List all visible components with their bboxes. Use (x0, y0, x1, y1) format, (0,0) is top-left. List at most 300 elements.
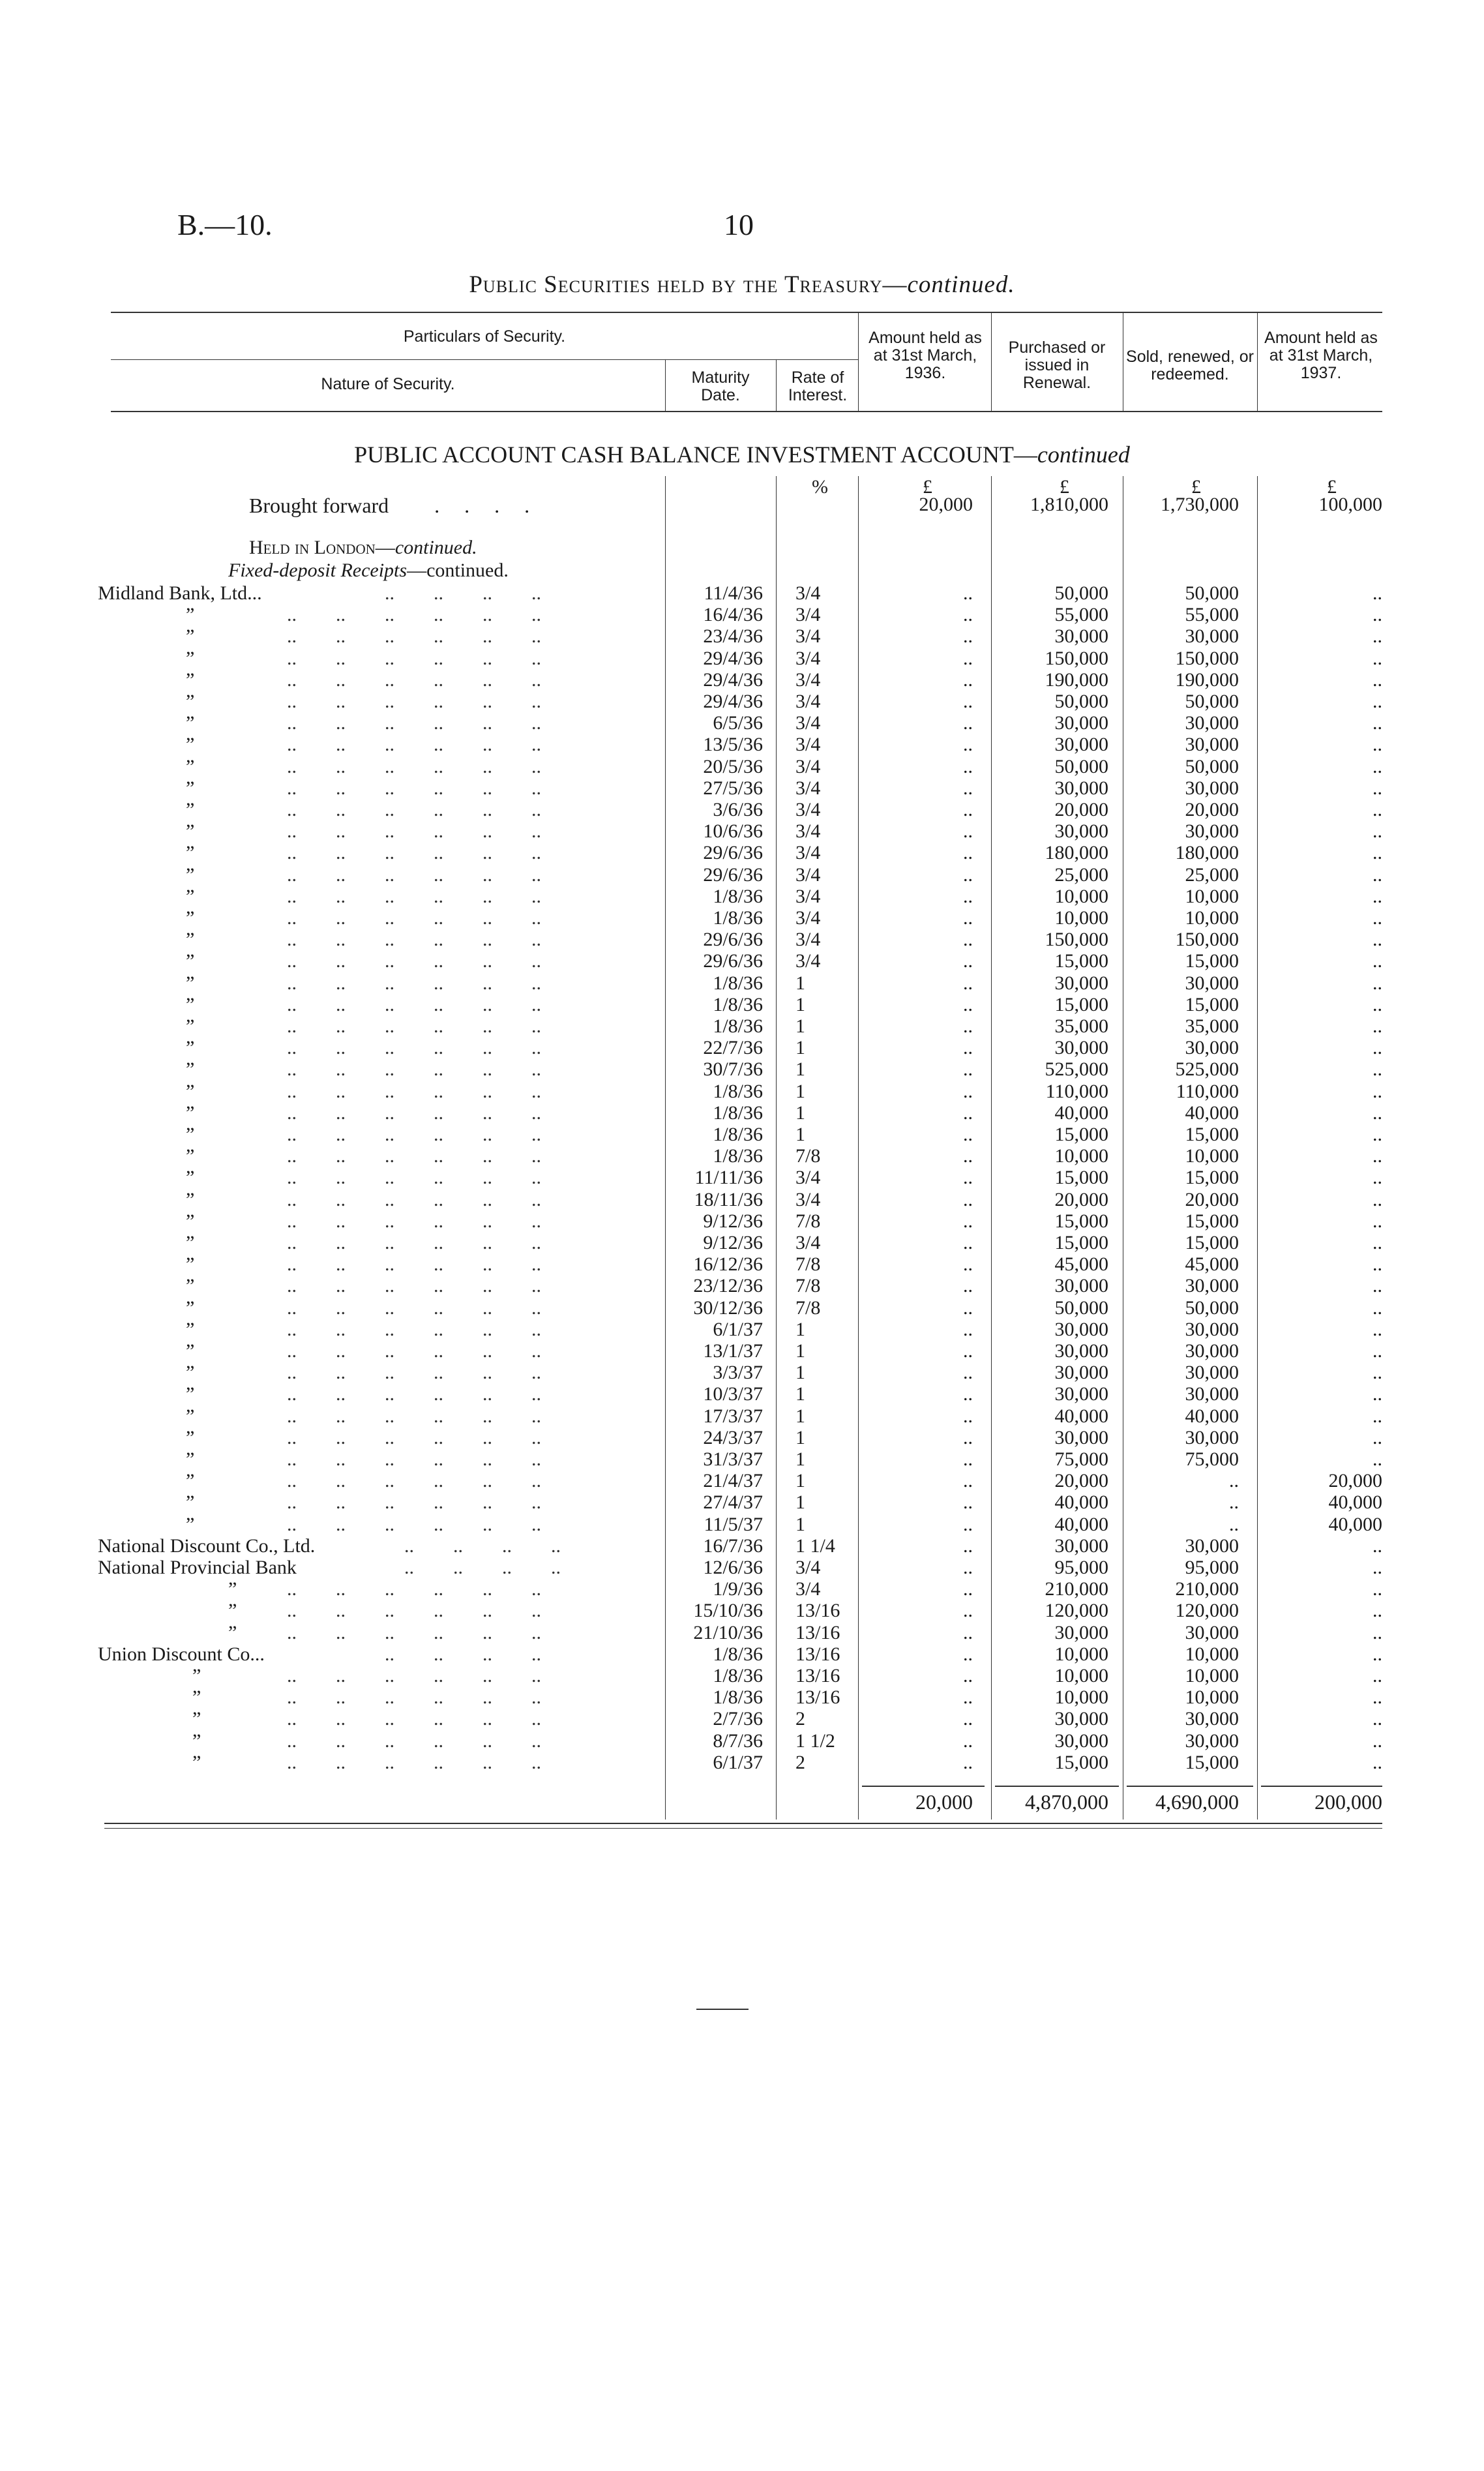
purchased-amount: 30,000 (1054, 712, 1108, 734)
sold-amount: 55,000 (1185, 604, 1239, 626)
amount-1937: .. (1373, 1318, 1382, 1340)
leader-dots: .. .. .. .. .. .. (287, 1232, 541, 1253)
table-row (0, 1253, 1484, 1275)
purchased-amount: 40,000 (1054, 1101, 1108, 1124)
maturity-date: 17/3/37 (703, 1405, 763, 1427)
leader-dots: .. .. .. .. .. .. (287, 1426, 541, 1448)
interest-rate: 1 (795, 993, 805, 1015)
sold-amount: 10,000 (1185, 1643, 1239, 1665)
amount-1936: .. (963, 1513, 973, 1535)
security-name: ” (186, 1015, 195, 1037)
maturity-date: 22/7/36 (703, 1037, 763, 1059)
table-row (0, 1210, 1484, 1232)
leader-dots: .. .. .. .. .. .. (287, 1296, 541, 1319)
security-name: ” (186, 1383, 195, 1405)
leader-dots: .. .. .. .. .. .. (287, 777, 541, 799)
interest-rate: 2 (795, 1751, 805, 1773)
leader-dots: .. .. .. .. .. .. (287, 1253, 541, 1276)
purchased-amount: 40,000 (1054, 1491, 1108, 1514)
amount-1937: 40,000 (1328, 1491, 1382, 1514)
leader-dots: .. .. .. .. .. .. (287, 1448, 541, 1470)
table-row (0, 712, 1484, 734)
amount-1936: .. (963, 1253, 973, 1276)
amount-1937: .. (1373, 1145, 1382, 1167)
maturity-date: 30/7/36 (703, 1058, 763, 1081)
purchased-amount: 10,000 (1054, 1145, 1108, 1167)
purchased-amount: 210,000 (1045, 1578, 1108, 1600)
amount-1936: .. (963, 1340, 973, 1362)
amount-1937: .. (1373, 799, 1382, 820)
purchased-amount: 30,000 (1054, 777, 1108, 799)
table-row (0, 1167, 1484, 1188)
bf-purchased: 1,810,000 (1030, 494, 1108, 515)
security-name: ” (186, 604, 195, 626)
amount-1937: .. (1373, 1448, 1382, 1470)
security-name: ” (186, 1426, 195, 1448)
table-bottom-rule-double (104, 1828, 1382, 1829)
brought-forward-row (0, 494, 1484, 515)
leader-dots: .. .. .. .. .. .. (287, 993, 541, 1015)
leader-dots: .. .. .. .. .. .. (287, 668, 541, 691)
purchased-amount: 50,000 (1054, 582, 1108, 604)
sold-amount: 180,000 (1175, 842, 1239, 864)
table-row (0, 1340, 1484, 1362)
subheading-held-in-london (249, 537, 477, 559)
purchased-amount: 10,000 (1054, 885, 1108, 907)
amount-1936: .. (963, 755, 973, 777)
maturity-date: 16/7/36 (703, 1535, 763, 1557)
interest-rate: 1 (795, 1101, 805, 1124)
purchased-amount: 30,000 (1054, 1621, 1108, 1643)
amount-1936: .. (963, 1600, 973, 1622)
amount-1937: .. (1373, 1751, 1382, 1773)
interest-rate: 1 (795, 1426, 805, 1448)
purchased-amount: 30,000 (1054, 734, 1108, 756)
leader-dots: .. .. .. .. .. .. (287, 1101, 541, 1124)
amount-1936: .. (963, 1383, 973, 1405)
interest-rate: 13/16 (795, 1621, 840, 1643)
sold-amount: 40,000 (1185, 1405, 1239, 1427)
purchased-amount: 30,000 (1054, 1275, 1108, 1297)
amount-1937: 20,000 (1328, 1470, 1382, 1492)
maturity-date: 29/4/36 (703, 691, 763, 712)
security-name: ” (186, 1253, 195, 1276)
table-row (0, 864, 1484, 886)
amount-1936: .. (963, 1708, 973, 1730)
leader-dots: .. .. .. .. .. .. (287, 625, 541, 648)
leader-dots: .. .. .. .. .. .. (287, 1167, 541, 1189)
table-row (0, 994, 1484, 1015)
amount-1937: .. (1373, 1643, 1382, 1665)
sold-amount: 30,000 (1185, 1426, 1239, 1448)
sold-amount: 35,000 (1185, 1015, 1239, 1037)
maturity-date: 24/3/37 (703, 1426, 763, 1448)
amount-1937: .. (1373, 1101, 1382, 1124)
table-row (0, 1145, 1484, 1167)
security-name: ” (186, 1405, 195, 1427)
interest-rate: 3/4 (795, 1578, 821, 1600)
amount-1937: .. (1373, 668, 1382, 691)
totals-rule-a36 (862, 1786, 985, 1787)
table-row (0, 648, 1484, 669)
leader-dots: .. .. .. .. .. .. (287, 1491, 541, 1514)
col-header-rate: Rate of Interest. (788, 368, 848, 404)
maturity-date: 16/4/36 (703, 604, 763, 626)
table-row (0, 1362, 1484, 1383)
amount-1937: .. (1373, 777, 1382, 799)
total-purchased: 4,870,000 (1025, 1790, 1108, 1814)
percent-mark: % (812, 476, 828, 498)
table-row (0, 1448, 1484, 1470)
amount-1937: .. (1373, 1383, 1382, 1405)
interest-rate: 1 (795, 1340, 805, 1362)
interest-rate: 3/4 (795, 799, 821, 820)
amount-1936: .. (963, 1080, 973, 1102)
sold-amount: 150,000 (1175, 929, 1239, 951)
security-name: ” (186, 1124, 195, 1145)
table-row (0, 1578, 1484, 1600)
interest-rate: 13/16 (795, 1643, 840, 1665)
amount-1936: .. (963, 1665, 973, 1686)
amount-1936: .. (963, 842, 973, 864)
interest-rate: 3/4 (795, 604, 821, 626)
amount-1937: .. (1373, 1296, 1382, 1319)
leader-dots: .. .. .. .. .. .. (287, 1318, 541, 1340)
interest-rate: 1 (795, 1080, 805, 1102)
amount-1937: .. (1373, 1600, 1382, 1622)
security-name: ” (192, 1665, 201, 1686)
interest-rate: 1 (795, 1058, 805, 1081)
amount-1936: .. (963, 863, 973, 886)
sold-amount: 30,000 (1185, 1362, 1239, 1384)
purchased-amount: 30,000 (1054, 1730, 1108, 1752)
amount-1937: .. (1373, 1058, 1382, 1081)
leader-dots: .. .. .. .. .. .. (287, 647, 541, 669)
sold-amount: 15,000 (1185, 1210, 1239, 1232)
table-row (0, 777, 1484, 799)
leader-dots: .. .. .. .. .. .. (287, 1080, 541, 1102)
interest-rate: 1 (795, 1513, 805, 1535)
table-row (0, 972, 1484, 994)
bf-sold: 1,730,000 (1161, 494, 1239, 515)
interest-rate: 1 (795, 1124, 805, 1145)
sold-amount: 50,000 (1185, 755, 1239, 777)
table-row (0, 1752, 1484, 1773)
amount-1936: .. (963, 1145, 973, 1167)
currency-mark-a36: £ (923, 476, 932, 498)
sold-amount: 95,000 (1185, 1557, 1239, 1578)
total-amount-1936: 20,000 (915, 1790, 973, 1814)
maturity-date: 29/4/36 (703, 668, 763, 691)
amount-1936: .. (963, 1426, 973, 1448)
interest-rate: 13/16 (795, 1686, 840, 1709)
amount-1937: .. (1373, 1665, 1382, 1686)
interest-rate: 7/8 (795, 1210, 821, 1232)
table-row (0, 1319, 1484, 1340)
purchased-amount: 50,000 (1054, 1296, 1108, 1319)
maturity-date: 1/8/36 (713, 1124, 763, 1145)
leader-dots: .. .. .. .. .. .. (287, 1383, 541, 1405)
interest-rate: 1 (795, 1037, 805, 1059)
interest-rate: 3/4 (795, 842, 821, 864)
amount-1936: .. (963, 1124, 973, 1145)
maturity-date: 27/5/36 (703, 777, 763, 799)
sold-amount: 30,000 (1185, 820, 1239, 843)
sold-amount: 30,000 (1185, 777, 1239, 799)
maturity-date: 1/8/36 (713, 1080, 763, 1102)
leader-dots: .. .. .. .. .. .. (287, 907, 541, 929)
security-name: ” (186, 1232, 195, 1253)
purchased-amount: 20,000 (1054, 1470, 1108, 1492)
col-divider-rate (776, 360, 777, 411)
amount-1936: .. (963, 1751, 973, 1773)
col-header-particulars: Particulars of Security. (403, 327, 566, 346)
maturity-date: 9/12/36 (703, 1232, 763, 1253)
sold-amount: 20,000 (1185, 799, 1239, 820)
sold-amount: 15,000 (1185, 1232, 1239, 1253)
leader-dots: .. .. .. .. .. .. (287, 1686, 541, 1709)
section-title-continued: continued (1037, 442, 1130, 468)
sold-amount: 15,000 (1185, 1751, 1239, 1773)
amount-1937: .. (1373, 1426, 1382, 1448)
leader-dots: .. .. .. .. .. .. (287, 950, 541, 972)
purchased-amount: 10,000 (1054, 1643, 1108, 1665)
amount-1937: .. (1373, 1167, 1382, 1189)
purchased-amount: 40,000 (1054, 1513, 1108, 1535)
purchased-amount: 15,000 (1054, 1124, 1108, 1145)
col-divider-a37 (1257, 313, 1258, 411)
security-name: ” (186, 1210, 195, 1232)
table-row (0, 1665, 1484, 1686)
security-name: ” (186, 734, 195, 756)
maturity-date: 15/10/36 (693, 1600, 763, 1622)
amount-1936: .. (963, 799, 973, 820)
table-row (0, 582, 1484, 604)
maturity-date: 29/6/36 (703, 950, 763, 972)
purchased-amount: 120,000 (1045, 1600, 1108, 1622)
purchased-amount: 20,000 (1054, 799, 1108, 820)
leader-dots: .. .. .. .. .. .. (287, 1621, 541, 1643)
table-row (0, 950, 1484, 972)
total-amount-1937: 200,000 (1314, 1790, 1382, 1814)
leader-dots: .. .. .. .. .. .. (287, 1730, 541, 1752)
maturity-date: 29/6/36 (703, 929, 763, 951)
leader-dots: .. .. .. .. .. .. (287, 1578, 541, 1600)
sold-amount: 30,000 (1185, 1708, 1239, 1730)
amount-1937: .. (1373, 625, 1382, 648)
amount-1936: .. (963, 1318, 973, 1340)
sold-amount: 30,000 (1185, 1275, 1239, 1297)
sold-amount: 150,000 (1175, 647, 1239, 669)
sold-amount: 50,000 (1185, 691, 1239, 712)
maturity-date: 10/3/37 (703, 1383, 763, 1405)
amount-1936: .. (963, 1557, 973, 1578)
interest-rate: 3/4 (795, 929, 821, 951)
interest-rate: 3/4 (795, 625, 821, 648)
amount-1936: .. (963, 1015, 973, 1037)
table-row (0, 1232, 1484, 1253)
amount-1937: .. (1373, 842, 1382, 864)
security-name: ” (186, 972, 195, 994)
sold-amount: 30,000 (1185, 734, 1239, 756)
interest-rate: 3/4 (795, 950, 821, 972)
amount-1937: .. (1373, 755, 1382, 777)
security-name: ” (228, 1600, 237, 1622)
leader-dots: .. .. .. .. .. .. (287, 755, 541, 777)
table-row (0, 1643, 1484, 1665)
leader-dots: .. .. .. .. .. .. (287, 799, 541, 820)
brought-forward-leader: .... (434, 494, 555, 517)
interest-rate: 1 (795, 1318, 805, 1340)
table-row (0, 756, 1484, 777)
currency-mark-purchased: £ (1060, 476, 1069, 498)
maturity-date: 1/8/36 (713, 885, 763, 907)
maturity-date: 11/4/36 (704, 582, 763, 604)
leader-dots: .. .. .. .. .. .. (287, 1210, 541, 1232)
purchased-amount: 30,000 (1054, 1362, 1108, 1384)
leader-dots: .. .. .. .. .. .. (287, 1188, 541, 1210)
table-row (0, 929, 1484, 950)
security-name: ” (192, 1708, 201, 1730)
sold-amount: 45,000 (1185, 1253, 1239, 1276)
security-name: ” (186, 625, 195, 648)
security-name: ” (186, 907, 195, 929)
sold-amount: 10,000 (1185, 1665, 1239, 1686)
amount-1936: .. (963, 712, 973, 734)
purchased-amount: 50,000 (1054, 691, 1108, 712)
col-header-sold: Sold, renewed, or redeemed. (1126, 348, 1254, 383)
security-name: ” (186, 799, 195, 820)
page-title (0, 271, 1484, 299)
leader-dots: .. .. .. .. .. .. (287, 1015, 541, 1037)
table-row (0, 1686, 1484, 1708)
interest-rate: 13/16 (795, 1600, 840, 1622)
interest-rate: 1 (795, 1491, 805, 1514)
interest-rate: 3/4 (795, 647, 821, 669)
leader-dots: .. .. .. .. .. .. (287, 1037, 541, 1059)
leader-dots: .. .. .. .. (404, 1535, 561, 1557)
amount-1936: .. (963, 993, 973, 1015)
leader-dots: .. .. .. .. .. .. (287, 734, 541, 756)
amount-1936: .. (963, 972, 973, 994)
interest-rate: 1 1/2 (795, 1730, 835, 1752)
amount-1936: .. (963, 1058, 973, 1081)
sold-amount: 30,000 (1185, 1340, 1239, 1362)
security-name: ” (192, 1686, 201, 1709)
sold-amount: 75,000 (1185, 1448, 1239, 1470)
interest-rate: 2 (795, 1708, 805, 1730)
amount-1937: .. (1373, 1210, 1382, 1232)
interest-rate: 3/4 (795, 1188, 821, 1210)
amount-1937: .. (1373, 712, 1382, 734)
interest-rate: 3/4 (795, 582, 821, 604)
sold-amount: 50,000 (1185, 582, 1239, 604)
table-row (0, 1297, 1484, 1319)
leader-dots: .. .. .. .. (365, 1643, 541, 1665)
leader-dots: .. .. .. .. .. .. (287, 1513, 541, 1535)
sold-amount: 30,000 (1185, 1730, 1239, 1752)
table-row (0, 1037, 1484, 1058)
security-name: ” (186, 1275, 195, 1297)
amount-1937: .. (1373, 1708, 1382, 1730)
leader-dots: .. .. .. .. .. .. (287, 863, 541, 886)
interest-rate: 3/4 (795, 1232, 821, 1253)
amount-1937: .. (1373, 1621, 1382, 1643)
amount-1936: .. (963, 950, 973, 972)
sold-amount: 30,000 (1185, 1318, 1239, 1340)
sold-amount: 525,000 (1175, 1058, 1239, 1081)
security-name: ” (186, 1296, 195, 1319)
interest-rate: 3/4 (795, 777, 821, 799)
maturity-date: 11/5/37 (704, 1513, 763, 1535)
table-row (0, 1189, 1484, 1210)
amount-1936: .. (963, 582, 973, 604)
page-number: 10 (724, 208, 754, 241)
amount-1937: .. (1373, 1405, 1382, 1427)
interest-rate: 3/4 (795, 907, 821, 929)
amount-1937: .. (1373, 885, 1382, 907)
security-name: ” (186, 1037, 195, 1059)
amount-1936: .. (963, 1188, 973, 1210)
security-name: ” (186, 1318, 195, 1340)
security-name: ” (186, 1101, 195, 1124)
table-row (0, 1600, 1484, 1621)
amount-1936: .. (963, 1491, 973, 1514)
col-divider-a36 (858, 313, 859, 411)
maturity-date: 23/4/36 (703, 625, 763, 648)
interest-rate: 1 1/4 (795, 1535, 835, 1557)
maturity-date: 30/12/36 (693, 1296, 763, 1319)
sold-amount: 10,000 (1185, 907, 1239, 929)
security-name: ” (186, 863, 195, 886)
security-name: ” (186, 777, 195, 799)
leader-dots: .. .. .. .. .. .. (287, 885, 541, 907)
section-title-main: PUBLIC ACCOUNT CASH BALANCE INVESTMENT ACCOUNT— (354, 442, 1037, 468)
leader-dots: .. .. .. .. (365, 582, 541, 604)
col-divider-purchased (991, 313, 992, 411)
purchased-amount: 50,000 (1054, 755, 1108, 777)
leader-dots: .. .. .. .. .. .. (287, 1600, 541, 1622)
table-row (0, 1622, 1484, 1643)
purchased-amount: 30,000 (1054, 972, 1108, 994)
amount-1936: .. (963, 1405, 973, 1427)
purchased-amount: 150,000 (1045, 647, 1108, 669)
amount-1936: .. (963, 734, 973, 756)
sold-amount: 30,000 (1185, 1037, 1239, 1059)
maturity-date: 3/6/36 (713, 799, 763, 820)
page-reference: B.—10. (177, 208, 273, 241)
amount-1936: .. (963, 691, 973, 712)
amount-1937: .. (1373, 1686, 1382, 1709)
leader-dots: .. .. .. .. .. .. (287, 929, 541, 951)
purchased-amount: 150,000 (1045, 929, 1108, 951)
sold-amount: 20,000 (1185, 1188, 1239, 1210)
interest-rate: 7/8 (795, 1253, 821, 1276)
amount-1936: .. (963, 1362, 973, 1384)
security-name: ” (186, 1491, 195, 1514)
held-text: Held in London— (249, 537, 395, 558)
maturity-date: 1/8/36 (713, 972, 763, 994)
security-name: ” (186, 885, 195, 907)
sold-amount: 40,000 (1185, 1101, 1239, 1124)
maturity-date: 9/12/36 (703, 1210, 763, 1232)
security-name: ” (186, 712, 195, 734)
amount-1936: .. (963, 604, 973, 626)
amount-1937: .. (1373, 993, 1382, 1015)
maturity-date: 29/6/36 (703, 842, 763, 864)
table-row (0, 734, 1484, 755)
table-row (0, 1275, 1484, 1296)
